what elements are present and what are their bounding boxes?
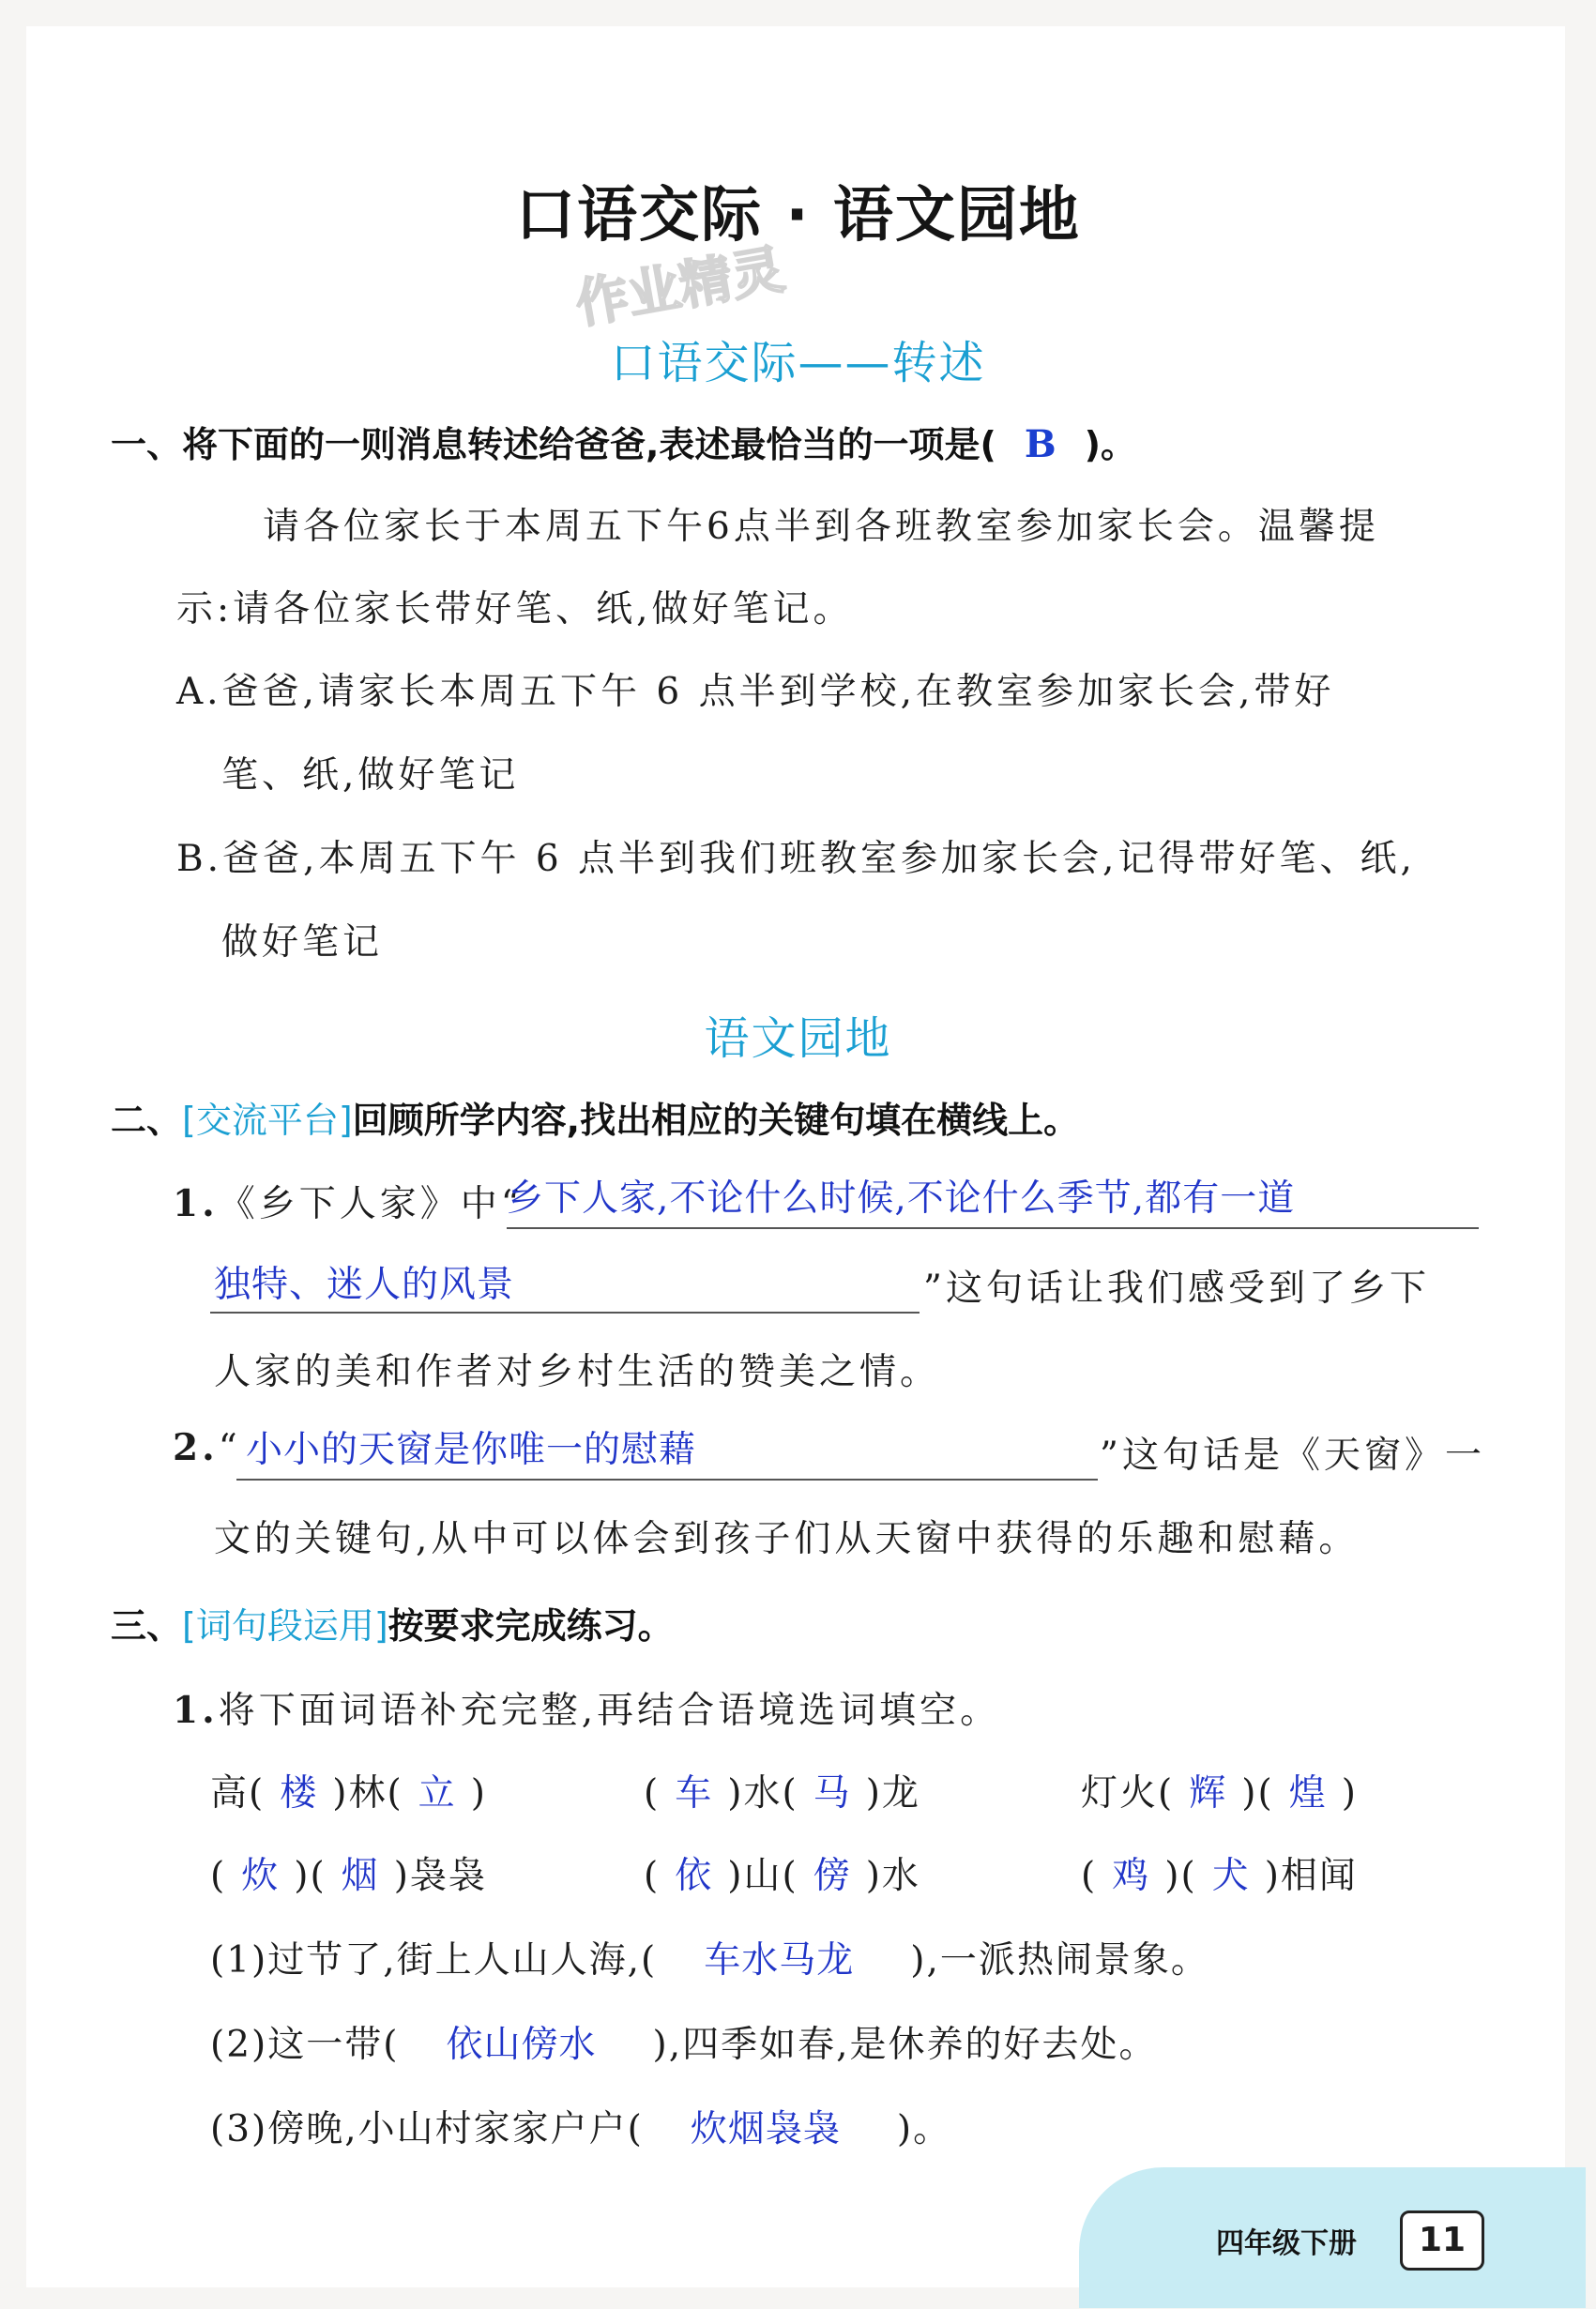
q3-item-1-instruction: [173, 1681, 1000, 1734]
idiom-text: )袅袅: [393, 1855, 487, 1897]
q3-item-1-number: 1.: [173, 1689, 219, 1732]
fill-answer: 炊烟袅袅: [690, 2108, 841, 2150]
idiom-3: [1081, 1764, 1358, 1816]
question-3-label: 按要求完成练习。: [388, 1605, 674, 1647]
idiom-answer: 炊: [241, 1855, 280, 1897]
idiom-text: ): [1341, 1772, 1358, 1815]
idiom-text: (: [644, 1855, 661, 1897]
idiom-text: )相闻: [1264, 1855, 1358, 1897]
answer-underline: [507, 1227, 1479, 1229]
idiom-answer: 烟: [341, 1855, 379, 1897]
idiom-text: )(: [1241, 1772, 1274, 1815]
q2-item-2-line-2: 文的关键句,从中可以体会到孩子们从天窗中获得的乐趣和慰藉。: [214, 1518, 1360, 1560]
q2-item-1-answer-line-1: 乡下人家,不论什么时候,不论什么季节,都有一道: [507, 1177, 1296, 1220]
fill-text: )。: [896, 2108, 952, 2150]
idiom-2: [644, 1764, 920, 1816]
question-2-label: 回顾所学内容,找出相应的关键句填在横线上。: [352, 1100, 1080, 1141]
q2-item-1-answer-line-2: 独特、迷人的风景: [214, 1264, 515, 1306]
section-heading-garden: 语文园地: [704, 1012, 892, 1065]
notice-line-1: 请各位家长于本周五下午6点半到各班教室参加家长会。温馨提: [263, 506, 1379, 548]
q2-item-1-suffix: ”这句话让我们感受到了乡下: [923, 1268, 1430, 1310]
option-b-line-2: 做好笔记: [221, 921, 384, 964]
fill-sentence-3: [210, 2100, 951, 2152]
question-1-label: 一、将下面的一则消息转述给爸爸,表述最恰当的一项是(: [111, 424, 996, 465]
page-title: 口语交际 · 语文园地: [515, 181, 1081, 251]
idiom-answer: 犬: [1211, 1855, 1250, 1897]
idiom-answer: 鸡: [1112, 1855, 1150, 1897]
idiom-answer: 傍: [813, 1855, 851, 1897]
fill-answer: 车水马龙: [704, 1939, 855, 1982]
watermark-logo: 作业精灵: [570, 238, 789, 336]
section-heading-oral: 口语交际——转述: [610, 337, 986, 389]
idiom-answer: 依: [675, 1855, 713, 1897]
q2-item-1-number: 1.: [173, 1182, 219, 1225]
idiom-6: [1081, 1846, 1358, 1899]
idiom-text: )龙: [865, 1772, 920, 1815]
q2-item-2-answer: 小小的天窗是你唯一的慰藉: [246, 1429, 697, 1471]
idiom-text: 灯火(: [1081, 1772, 1175, 1815]
q2-item-2-number: 2.: [173, 1426, 219, 1469]
question-2-prefix: 二、: [111, 1100, 183, 1141]
idiom-text: (: [644, 1772, 661, 1815]
fill-text: (1)过节了,街上人山人海,(: [210, 1939, 658, 1982]
answer-underline: [236, 1479, 1098, 1481]
idiom-text: )山(: [727, 1855, 798, 1897]
option-a-line-1: A.爸爸,请家长本周五下午 6 点半到学校,在教室参加家长会,带好: [176, 671, 1335, 713]
idiom-text: )水(: [727, 1772, 798, 1815]
question-1-prompt: [111, 416, 1136, 467]
idiom-1: [210, 1764, 487, 1816]
idiom-answer: 立: [418, 1772, 456, 1815]
fill-text: ),一派热闹景象。: [910, 1939, 1209, 1982]
idiom-answer: 楼: [280, 1772, 318, 1815]
question-1-close: )。: [1084, 424, 1136, 465]
idiom-text: ): [470, 1772, 487, 1815]
question-3-prompt: [111, 1597, 674, 1648]
idiom-answer: 车: [675, 1772, 713, 1815]
q2-item-2-lead: [173, 1426, 241, 1469]
idiom-answer: 辉: [1189, 1772, 1227, 1815]
idiom-text: )(: [294, 1855, 327, 1897]
q2-item-1-lead: [173, 1175, 524, 1227]
answer-underline: [210, 1312, 920, 1314]
idiom-text: (: [210, 1855, 227, 1897]
fill-sentence-2: [210, 2015, 1158, 2068]
footer-grade: 四年级下册: [1216, 2227, 1357, 2260]
question-3-tag: [词句段运用]: [182, 1605, 388, 1647]
question-1-answer: B: [1024, 422, 1056, 466]
idiom-5: [644, 1846, 920, 1899]
page-number: 11: [1400, 2210, 1484, 2271]
fill-text: ),四季如春,是休养的好去处。: [652, 2024, 1158, 2066]
idiom-text: (: [1081, 1855, 1098, 1897]
question-2-prompt: [111, 1091, 1079, 1143]
idiom-answer: 煌: [1288, 1772, 1327, 1815]
question-2-tag: [交流平台]: [182, 1100, 353, 1141]
q2-item-1-prefix: 《乡下人家》中“: [218, 1183, 524, 1225]
q2-item-1-line-3: 人家的美和作者对乡村生活的赞美之情。: [214, 1351, 941, 1393]
q2-item-2-suffix: ”这句话是《天窗》一: [1100, 1435, 1485, 1477]
fill-text: (3)傍晚,小山村家家户户(: [210, 2108, 644, 2150]
fill-text: (2)这一带(: [210, 2024, 400, 2066]
fill-sentence-1: [210, 1931, 1209, 1983]
idiom-4: [210, 1846, 487, 1899]
fill-answer: 依山傍水: [446, 2024, 597, 2066]
option-b-line-1: B.爸爸,本周五下午 6 点半到我们班教室参加家长会,记得带好笔、纸,: [176, 838, 1416, 880]
idiom-text: )林(: [332, 1772, 403, 1815]
q2-item-2-prefix: “: [218, 1427, 241, 1469]
q3-item-1-text: 将下面词语补充完整,再结合语境选词填空。: [218, 1690, 1001, 1732]
idiom-answer: 马: [813, 1772, 851, 1815]
option-a-line-2: 笔、纸,做好笔记: [221, 754, 520, 797]
idiom-text: 高(: [210, 1772, 266, 1815]
question-3-prefix: 三、: [111, 1605, 183, 1647]
idiom-text: )水: [865, 1855, 920, 1897]
notice-line-2: 示:请各位家长带好笔、纸,做好笔记。: [176, 588, 854, 630]
idiom-text: )(: [1164, 1855, 1197, 1897]
